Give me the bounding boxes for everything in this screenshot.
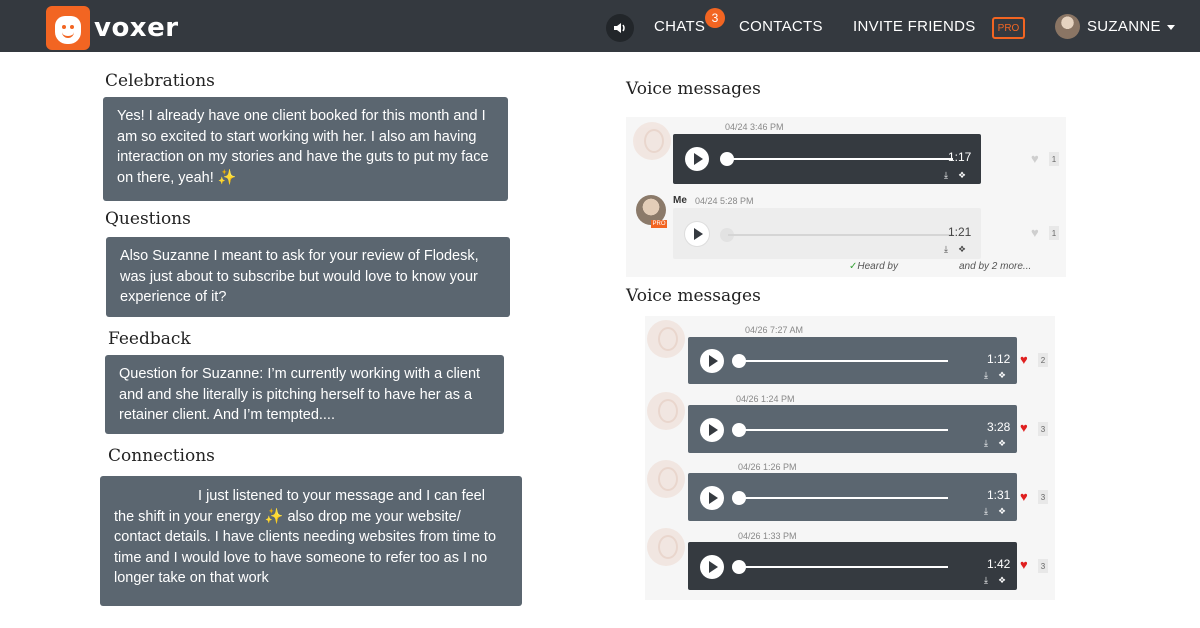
- user-name: SUZANNE: [1087, 18, 1161, 35]
- nav-contacts[interactable]: CONTACTS: [739, 18, 823, 35]
- brand-name: voxer: [94, 13, 179, 43]
- heart-icon[interactable]: ♥: [1020, 489, 1028, 504]
- nav-chats[interactable]: CHATS: [654, 18, 706, 35]
- message-timestamp: 04/26 7:27 AM: [745, 325, 804, 335]
- play-icon[interactable]: [700, 418, 724, 442]
- heart-icon[interactable]: ♥: [1031, 225, 1039, 240]
- message-bubble-feedback: [105, 355, 504, 434]
- progress-track[interactable]: [740, 497, 948, 499]
- duration: 3:28: [987, 420, 1011, 434]
- duration: 1:42: [987, 557, 1011, 571]
- user-menu[interactable]: [1087, 18, 1175, 35]
- voice-messages-heading: Voice messages: [626, 79, 761, 99]
- heart-icon[interactable]: ♥: [1020, 420, 1028, 435]
- contact-avatar: [647, 460, 685, 498]
- message-timestamp: 04/24 3:46 PM: [725, 122, 784, 132]
- contact-avatar: [647, 320, 685, 358]
- message-timestamp: 04/26 1:33 PM: [738, 531, 797, 541]
- pro-badge: PRO: [652, 221, 666, 227]
- download-dropbox-icons[interactable]: ⤓ ❖: [944, 170, 970, 180]
- message-timestamp: 04/26 1:24 PM: [736, 394, 795, 404]
- voxer-logo[interactable]: [46, 6, 179, 50]
- play-icon[interactable]: [685, 147, 709, 171]
- progress-track[interactable]: [740, 360, 948, 362]
- section-heading-celebrations: Celebrations: [105, 71, 215, 91]
- download-dropbox-icons[interactable]: ⤓ ❖: [984, 370, 1010, 380]
- like-count: 1: [1049, 226, 1059, 240]
- heard-by-more: and by 2 more...: [959, 261, 1032, 272]
- message-text: I just listened to your message and I can feel the shift in your energy: [114, 488, 485, 525]
- progress-track[interactable]: [740, 566, 948, 568]
- nav-invite-friends[interactable]: INVITE FRIENDS: [853, 18, 976, 35]
- like-count: 2: [1038, 353, 1048, 367]
- user-avatar[interactable]: [1055, 14, 1080, 39]
- voice-messages-panel: [645, 316, 1055, 600]
- progress-track[interactable]: [728, 234, 953, 236]
- progress-track[interactable]: [740, 429, 948, 431]
- sparkles-icon: ✨: [264, 507, 284, 525]
- play-icon[interactable]: [700, 486, 724, 510]
- message-text: also drop me your website/ contact details. I have clients needing websites from time to time and I would love to have someone to refer too as I no longer take on that work: [114, 508, 497, 586]
- voice-player[interactable]: [688, 542, 1017, 590]
- duration: 1:31: [987, 488, 1011, 502]
- duration: 1:17: [948, 150, 972, 164]
- chats-unread-badge: 3: [705, 8, 725, 28]
- duration: 1:21: [948, 225, 972, 239]
- voice-player[interactable]: [688, 405, 1017, 453]
- heart-icon[interactable]: ♥: [1031, 151, 1039, 166]
- section-heading-connections: Connections: [108, 446, 215, 466]
- contact-avatar: [647, 528, 685, 566]
- heard-by-label: ✓Heard by: [849, 261, 898, 272]
- heart-icon[interactable]: ♥: [1020, 352, 1028, 367]
- like-count: 3: [1038, 422, 1048, 436]
- message-timestamp: 04/26 1:26 PM: [738, 462, 797, 472]
- contact-avatar: [647, 392, 685, 430]
- heart-icon[interactable]: ♥: [1020, 557, 1028, 572]
- download-dropbox-icons[interactable]: ⤓ ❖: [984, 506, 1010, 516]
- message-text: Also Suzanne I meant to ask for your review of Flodesk, was just about to subscribe but would love to know your experience of it?: [120, 248, 479, 305]
- play-icon[interactable]: [700, 349, 724, 373]
- section-heading-questions: Questions: [105, 209, 191, 229]
- message-text: Question for Suzanne: I’m currently working with a client and and she literally is pitching herself to have her as a retainer client. And I’m tempted....: [119, 366, 481, 423]
- voice-player[interactable]: [673, 134, 981, 184]
- contact-avatar: [633, 122, 671, 160]
- like-count: 3: [1038, 559, 1048, 573]
- pro-button[interactable]: PRO: [992, 17, 1025, 39]
- sender-label: Me: [673, 195, 687, 206]
- like-count: 3: [1038, 490, 1048, 504]
- chevron-down-icon: [1167, 25, 1175, 30]
- section-heading-feedback: Feedback: [108, 329, 191, 349]
- like-count: 1: [1049, 152, 1059, 166]
- voice-player[interactable]: [673, 208, 981, 259]
- download-dropbox-icons[interactable]: ⤓ ❖: [984, 438, 1010, 448]
- play-icon[interactable]: [700, 555, 724, 579]
- message-bubble-celebrations: [103, 97, 508, 201]
- message-bubble-connections: [100, 476, 522, 606]
- voxer-logo-icon: [46, 6, 90, 50]
- voice-player[interactable]: [688, 337, 1017, 384]
- message-timestamp: 04/24 5:28 PM: [695, 196, 754, 206]
- message-bubble-questions: [106, 237, 510, 317]
- voice-messages-heading: Voice messages: [626, 286, 761, 306]
- download-dropbox-icons[interactable]: ⤓ ❖: [984, 575, 1010, 585]
- message-text: Yes! I already have one client booked for this month and I am so excited to start working with her. I also am having interaction on my stories and have the guts to put my face on there, yeah!: [117, 108, 489, 186]
- download-dropbox-icons[interactable]: ⤓ ❖: [944, 244, 970, 254]
- play-icon[interactable]: [685, 222, 709, 246]
- sparkles-icon: ✨: [217, 168, 237, 186]
- voice-messages-panel: [626, 117, 1066, 277]
- progress-track[interactable]: [728, 158, 953, 160]
- duration: 1:12: [987, 352, 1011, 366]
- speaker-icon[interactable]: [606, 14, 634, 42]
- top-nav: [0, 0, 1200, 52]
- voice-player[interactable]: [688, 473, 1017, 521]
